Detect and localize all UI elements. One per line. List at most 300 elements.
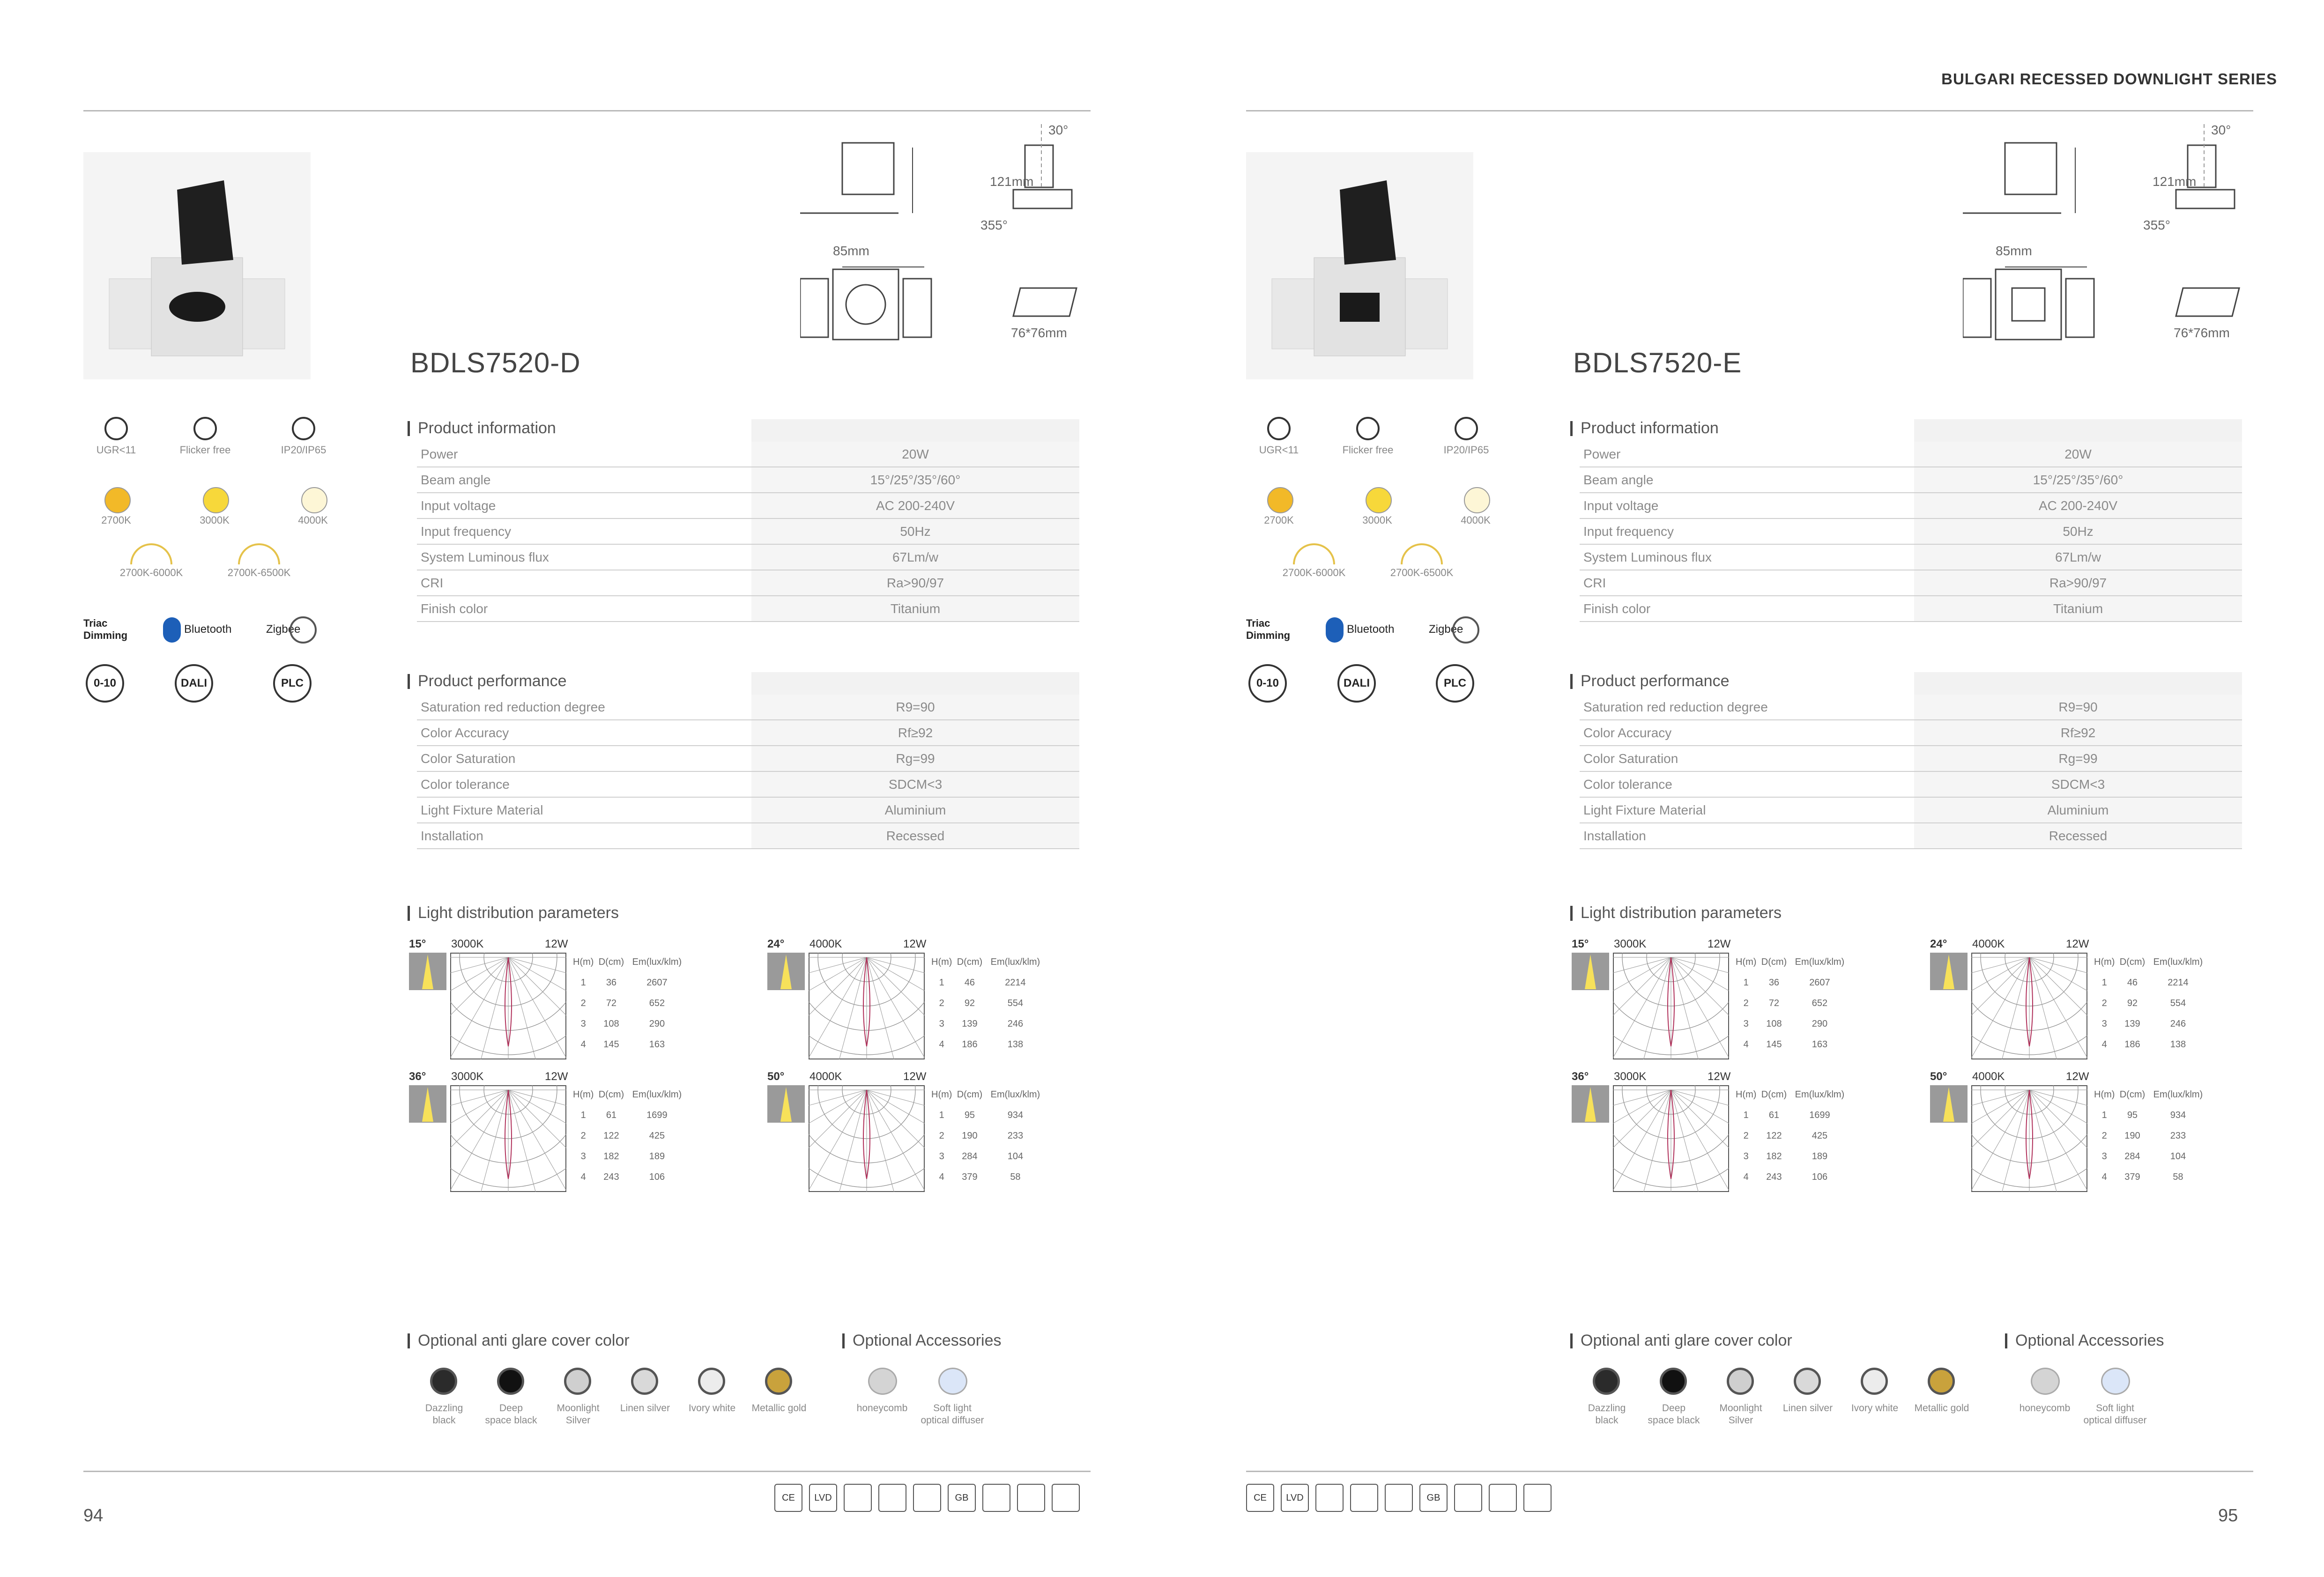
illuminance-header: Em(lux/klm) (1795, 1089, 1845, 1100)
illuminance-cell: 233 (1007, 1130, 1024, 1141)
illuminance-header: D(cm) (2119, 956, 2146, 967)
anti-glare-label-4: Ivory white (688, 1403, 736, 1414)
illuminance-cell: 104 (2170, 1151, 2186, 1162)
table-row (1736, 1146, 1848, 1167)
table-row (573, 1125, 685, 1146)
anti-glare-label-5: Metallic gold (751, 1403, 807, 1414)
bluetooth-label: Bluetooth (1347, 623, 1395, 636)
anti-glare-label-3: Linen silver (620, 1403, 670, 1414)
bluetooth-label: Bluetooth (184, 623, 232, 636)
illuminance-cell: 425 (649, 1130, 665, 1141)
table-row (1736, 1167, 1848, 1187)
illuminance-header: H(m) (2094, 956, 2115, 967)
anti-glare-swatch-0 (430, 1368, 457, 1395)
spec-value: R9=90 (1914, 695, 2242, 720)
illuminance-cell: 108 (1766, 1018, 1782, 1029)
illuminance-header: H(m) (2094, 1089, 2115, 1100)
table-row (1580, 746, 2242, 771)
illuminance-cell: 934 (2170, 1110, 2186, 1120)
model-name: BDLS7520-D (410, 347, 581, 378)
illuminance-cell: 61 (606, 1110, 617, 1120)
beam-block-0 (409, 938, 746, 1064)
beam-power-label: 12W (2066, 938, 2089, 950)
illuminance-cell: 243 (1766, 1171, 1782, 1182)
table-row (417, 695, 1079, 720)
dimension-drawings (1963, 119, 2253, 344)
tunable-label-0: 2700K-6000K (119, 567, 183, 578)
table-row (417, 493, 1079, 518)
illuminance-table (931, 1084, 1043, 1187)
illuminance-header: Em(lux/klm) (1795, 956, 1845, 967)
spec-value: Ra>90/97 (751, 570, 1079, 596)
illuminance-cell: 1 (580, 1110, 586, 1120)
anti-glare-label-2: Moonlight Silver (1719, 1403, 1762, 1426)
model-name: BDLS7520-E (1573, 347, 1742, 378)
illuminance-header: D(cm) (1761, 956, 1787, 967)
polar-diagram (1613, 953, 1729, 1059)
dim-width-label: 85mm (833, 244, 869, 258)
cct-dot-2 (1464, 487, 1490, 513)
table-row (2094, 993, 2206, 1014)
certification-icon-3 (878, 1484, 906, 1512)
table-row (1580, 544, 2242, 570)
polar-curve (1613, 1085, 1729, 1192)
spec-key: System Luminous flux (1580, 544, 1914, 570)
spec-key: Beam angle (417, 467, 751, 493)
illuminance-cell: 46 (2127, 977, 2138, 988)
illuminance-cell: 186 (962, 1039, 978, 1050)
table-row (1580, 570, 2242, 596)
beam-angle-label: 15° (409, 938, 426, 950)
illuminance-cell: 934 (1007, 1110, 1024, 1120)
table-row (417, 596, 1079, 622)
spec-value: Rg=99 (1914, 746, 2242, 771)
illuminance-cell: 1 (1743, 1110, 1749, 1120)
plc-icon: PLC (273, 664, 312, 703)
certification-icon-2 (1315, 1484, 1344, 1512)
table-row (1580, 771, 2242, 797)
anti-glare-swatch-5 (1928, 1368, 1955, 1395)
spec-key: Finish color (1580, 596, 1914, 622)
beam-cct-label: 4000K (809, 1070, 842, 1083)
ip-rating-icon (1455, 417, 1478, 440)
zigbee-icon (290, 616, 317, 644)
spec-key: Light Fixture Material (1580, 797, 1914, 823)
beam-block-2 (1572, 1070, 1909, 1197)
dali-icon: DALI (175, 664, 213, 703)
polar-curve (809, 953, 925, 1059)
illuminance-header: H(m) (573, 1089, 594, 1100)
illuminance-cell: 2 (1743, 998, 1749, 1008)
table-row (573, 1014, 685, 1034)
table-row (1736, 972, 1848, 993)
beam-power-label: 12W (545, 1070, 568, 1083)
tunable-icon-0 (130, 543, 172, 564)
polar-curve (1971, 953, 2087, 1059)
page-94 (83, 0, 1245, 1577)
illuminance-header: H(m) (573, 956, 594, 967)
illuminance-cell: 138 (2170, 1039, 2186, 1050)
illuminance-cell: 243 (603, 1171, 619, 1182)
illuminance-cell: 1 (939, 977, 944, 988)
product-photo (1246, 152, 1473, 379)
cct-label-1: 3000K (1362, 514, 1392, 526)
light-distribution-title: Light distribution parameters (408, 904, 619, 922)
table-row (1736, 1034, 1848, 1055)
polar-curve (450, 953, 566, 1059)
polar-diagram (450, 953, 566, 1059)
table-row (931, 1125, 1043, 1146)
table-row (573, 1146, 685, 1167)
certification-icon-7 (1017, 1484, 1045, 1512)
illuminance-cell: 104 (1007, 1151, 1024, 1162)
ip-rating-label: IP20/IP65 (1443, 444, 1489, 456)
anti-glare-swatch-5 (765, 1368, 792, 1395)
illuminance-cell: 284 (2124, 1151, 2140, 1162)
cct-dot-0 (1267, 487, 1293, 513)
illuminance-cell: 95 (964, 1110, 975, 1120)
illuminance-cell: 3 (580, 1018, 586, 1029)
illuminance-cell: 138 (1007, 1039, 1024, 1050)
illuminance-cell: 2214 (2168, 977, 2189, 988)
plc-icon: PLC (1436, 664, 1474, 703)
spec-value: Rf≥92 (1914, 720, 2242, 746)
illuminance-header: H(m) (1736, 956, 1757, 967)
spec-value: Recessed (751, 823, 1079, 849)
spec-key: Input frequency (1580, 518, 1914, 544)
illuminance-cell: 1 (939, 1110, 944, 1120)
table-row (2094, 1014, 2206, 1034)
flicker-free-label: Flicker free (179, 444, 231, 456)
illuminance-cell: 3 (580, 1151, 586, 1162)
spec-key: System Luminous flux (417, 544, 751, 570)
table-row (2094, 1034, 2206, 1055)
illuminance-cell: 58 (1010, 1171, 1021, 1182)
illuminance-cell: 2214 (1005, 977, 1026, 988)
illuminance-cell: 554 (2170, 998, 2186, 1008)
illuminance-header: D(cm) (1761, 1089, 1787, 1100)
illuminance-cell: 652 (1812, 998, 1828, 1008)
accessory-label-0: honeycomb (856, 1403, 908, 1414)
beam-thumbnail (409, 1085, 446, 1123)
bottom-divider (1246, 1471, 2253, 1472)
accessory-label-1: Soft light optical diffuser (2083, 1403, 2147, 1426)
flicker-free-icon (1356, 417, 1380, 440)
spec-value: AC 200-240V (1914, 493, 2242, 518)
table-row (2094, 1105, 2206, 1125)
certification-icon-8 (1523, 1484, 1552, 1512)
spec-value: Titanium (1914, 596, 2242, 622)
spec-value: Aluminium (751, 797, 1079, 823)
spec-key: Color Saturation (1580, 746, 1914, 771)
certification-icon-8 (1052, 1484, 1080, 1512)
product-photo (83, 152, 311, 379)
illuminance-cell: 139 (2124, 1018, 2140, 1029)
illuminance-cell: 186 (2124, 1039, 2140, 1050)
polar-diagram (450, 1085, 566, 1192)
series-title: BULGARI RECESSED DOWNLIGHT SERIES (1941, 70, 2277, 88)
table-row (1736, 1125, 1848, 1146)
anti-glare-title: Optional anti glare cover color (1570, 1332, 1792, 1350)
beam-thumbnail (767, 953, 805, 990)
spec-value: Rf≥92 (751, 720, 1079, 746)
illuminance-cell: 425 (1812, 1130, 1828, 1141)
beam-power-label: 12W (1708, 938, 1731, 950)
page-95 (1246, 0, 2324, 1577)
illuminance-cell: 2 (580, 1130, 586, 1141)
cct-label-2: 4000K (298, 514, 328, 526)
polar-diagram (1613, 1085, 1729, 1192)
spec-value: 15°/25°/35°/60° (1914, 467, 2242, 493)
illuminance-cell: 379 (2124, 1171, 2140, 1182)
table-row (1580, 823, 2242, 849)
table-row (417, 720, 1079, 746)
beam-thumbnail (767, 1085, 805, 1123)
illuminance-cell: 2 (939, 998, 944, 1008)
beam-thumbnail (1572, 1085, 1609, 1123)
illuminance-cell: 36 (606, 977, 617, 988)
beam-block-2 (409, 1070, 746, 1197)
spec-value: SDCM<3 (1914, 771, 2242, 797)
spec-key: Input voltage (1580, 493, 1914, 518)
anti-glare-title: Optional anti glare cover color (408, 1332, 630, 1350)
table-row (417, 570, 1079, 596)
illuminance-cell: 3 (939, 1018, 944, 1029)
accessory-icon-0 (868, 1368, 897, 1395)
illuminance-cell: 3 (2101, 1018, 2107, 1029)
dim-cutout-label: 76*76mm (1011, 326, 1067, 340)
illuminance-header: H(m) (931, 956, 952, 967)
table-row (931, 1167, 1043, 1187)
spec-value: Ra>90/97 (1914, 570, 2242, 596)
spec-key: Color Accuracy (1580, 720, 1914, 746)
zero-ten-icon: 0-10 (86, 664, 124, 703)
spec-value: 67Lm/w (751, 544, 1079, 570)
anti-glare-label-4: Ivory white (1851, 1403, 1899, 1414)
beam-cct-label: 3000K (451, 938, 484, 950)
table-row (1736, 993, 1848, 1014)
spec-value: 67Lm/w (1914, 544, 2242, 570)
illuminance-cell: 1 (1743, 977, 1749, 988)
illuminance-table (2094, 952, 2206, 1055)
table-row (2094, 1167, 2206, 1187)
illuminance-cell: 246 (1007, 1018, 1024, 1029)
accessory-label-1: Soft light optical diffuser (921, 1403, 984, 1426)
illuminance-cell: 122 (1766, 1130, 1782, 1141)
spec-key: Color tolerance (417, 771, 751, 797)
table-row (931, 972, 1043, 993)
spec-value: Aluminium (1914, 797, 2242, 823)
table-row (931, 1146, 1043, 1167)
accessory-icon-1 (938, 1368, 967, 1395)
table-row (417, 442, 1079, 467)
beam-power-label: 12W (545, 938, 568, 950)
spec-key: CRI (417, 570, 751, 596)
anti-glare-swatch-1 (1660, 1368, 1687, 1395)
table-row (1736, 1014, 1848, 1034)
polar-diagram (809, 1085, 925, 1192)
illuminance-cell: 106 (649, 1171, 665, 1182)
table-row (1736, 1105, 1848, 1125)
illuminance-cell: 58 (2173, 1171, 2183, 1182)
tunable-icon-0 (1293, 543, 1335, 564)
beam-block-3 (1930, 1070, 2267, 1197)
table-row (573, 1034, 685, 1055)
table-row (417, 797, 1079, 823)
cct-dot-1 (1366, 487, 1392, 513)
triac-dimming-label: Triac Dimming (1246, 617, 1291, 641)
dim-height-label: 121mm (990, 174, 1034, 189)
table-row (417, 823, 1079, 849)
table-row (931, 1034, 1043, 1055)
illuminance-cell: 189 (1812, 1151, 1828, 1162)
illuminance-cell: 72 (606, 998, 617, 1008)
bluetooth-icon (163, 617, 181, 643)
table-row (417, 544, 1079, 570)
illuminance-table (573, 1084, 685, 1187)
accessory-icon-1 (2101, 1368, 2130, 1395)
anti-glare-label-2: Moonlight Silver (557, 1403, 600, 1426)
bluetooth-icon (1326, 617, 1344, 643)
illuminance-table (1736, 1084, 1848, 1187)
spec-value: SDCM<3 (751, 771, 1079, 797)
anti-glare-label-3: Linen silver (1782, 1403, 1833, 1414)
tunable-icon-1 (1401, 543, 1443, 564)
illuminance-cell: 3 (1743, 1018, 1749, 1029)
illuminance-cell: 233 (2170, 1130, 2186, 1141)
illuminance-header: Em(lux/klm) (2153, 956, 2203, 967)
dim-tilt-label: 30° (2211, 123, 2231, 137)
dim-cutout-label: 76*76mm (2174, 326, 2230, 340)
illuminance-cell: 95 (2127, 1110, 2138, 1120)
illuminance-header: D(cm) (957, 1089, 983, 1100)
product-performance-table (1580, 672, 2242, 849)
illuminance-cell: 2607 (646, 977, 668, 988)
ugr-eye-icon (1267, 417, 1291, 440)
dimension-drawings (800, 119, 1091, 344)
anti-glare-swatch-4 (698, 1368, 725, 1395)
table-row (1580, 467, 2242, 493)
illuminance-cell: 290 (649, 1018, 665, 1029)
spec-value: R9=90 (751, 695, 1079, 720)
illuminance-cell: 122 (603, 1130, 619, 1141)
anti-glare-label-1: Deep space black (1648, 1403, 1700, 1426)
illuminance-cell: 284 (962, 1151, 978, 1162)
illuminance-cell: 1 (580, 977, 586, 988)
illuminance-cell: 2 (1743, 1130, 1749, 1141)
spec-key: Beam angle (1580, 467, 1914, 493)
illuminance-cell: 1 (2101, 1110, 2107, 1120)
beam-block-3 (767, 1070, 1105, 1197)
certification-icon-1: LVD (1281, 1484, 1309, 1512)
table-row (2094, 972, 2206, 993)
table-row (2094, 1125, 2206, 1146)
illuminance-table (931, 952, 1043, 1055)
spec-key: Finish color (417, 596, 751, 622)
illuminance-cell: 139 (962, 1018, 978, 1029)
beam-cct-label: 3000K (451, 1070, 484, 1083)
illuminance-table (1736, 952, 1848, 1055)
spec-key: Color Accuracy (417, 720, 751, 746)
anti-glare-swatch-1 (497, 1368, 524, 1395)
illuminance-cell: 2 (580, 998, 586, 1008)
table-row (1580, 518, 2242, 544)
bottom-divider (83, 1471, 1091, 1472)
table-row (417, 467, 1079, 493)
cct-label-0: 2700K (1264, 514, 1294, 526)
illuminance-cell: 2 (2101, 998, 2107, 1008)
dim-rotate-label: 355° (980, 218, 1008, 232)
beam-block-1 (767, 938, 1105, 1064)
illuminance-cell: 106 (1812, 1171, 1828, 1182)
illuminance-cell: 554 (1007, 998, 1024, 1008)
spec-key: Installation (417, 823, 751, 849)
spec-value: 50Hz (1914, 518, 2242, 544)
tunable-icon-1 (238, 543, 280, 564)
certification-icon-6 (982, 1484, 1010, 1512)
illuminance-cell: 46 (964, 977, 975, 988)
polar-curve (450, 1085, 566, 1192)
product-performance-title: Product performance (408, 672, 567, 690)
table-row (573, 1105, 685, 1125)
flicker-free-label: Flicker free (1342, 444, 1394, 456)
beam-thumbnail (1930, 953, 1968, 990)
beam-cct-label: 4000K (1972, 938, 2005, 950)
beam-cct-label: 3000K (1614, 938, 1647, 950)
beam-thumbnail (1572, 953, 1609, 990)
illuminance-cell: 72 (1768, 998, 1780, 1008)
product-information-title: Product information (1570, 419, 1719, 437)
illuminance-cell: 92 (2127, 998, 2138, 1008)
beam-block-0 (1572, 938, 1909, 1064)
light-distribution-title: Light distribution parameters (1570, 904, 1782, 922)
ugr-eye-label: UGR<11 (1259, 444, 1299, 456)
illuminance-cell: 2 (939, 1130, 944, 1141)
illuminance-cell: 145 (1766, 1039, 1782, 1050)
certification-icon-7 (1489, 1484, 1517, 1512)
illuminance-cell: 4 (2101, 1171, 2107, 1182)
illuminance-header: Em(lux/klm) (2153, 1089, 2203, 1100)
spec-key: Installation (1580, 823, 1914, 849)
beam-power-label: 12W (2066, 1070, 2089, 1083)
illuminance-cell: 189 (649, 1151, 665, 1162)
ip-rating-icon (292, 417, 315, 440)
table-row (2094, 1146, 2206, 1167)
zero-ten-icon: 0-10 (1248, 664, 1287, 703)
illuminance-cell: 4 (580, 1171, 586, 1182)
illuminance-cell: 182 (603, 1151, 619, 1162)
zigbee-label: Zigbee (266, 623, 301, 636)
dali-icon: DALI (1337, 664, 1376, 703)
table-row (573, 1167, 685, 1187)
anti-glare-swatch-2 (1727, 1368, 1754, 1395)
anti-glare-swatch-4 (1861, 1368, 1888, 1395)
illuminance-table (573, 952, 685, 1055)
illuminance-cell: 1699 (646, 1110, 668, 1120)
spec-key: Saturation red reduction degree (1580, 695, 1914, 720)
zigbee-icon (1452, 616, 1479, 644)
certification-icon-0: CE (1246, 1484, 1274, 1512)
table-row (1580, 695, 2242, 720)
cct-label-2: 4000K (1461, 514, 1491, 526)
cct-dot-1 (203, 487, 229, 513)
polar-diagram (809, 953, 925, 1059)
illuminance-header: D(cm) (598, 1089, 624, 1100)
spec-key: CRI (1580, 570, 1914, 596)
illuminance-cell: 2 (2101, 1130, 2107, 1141)
illuminance-header: Em(lux/klm) (632, 1089, 682, 1100)
ip-rating-label: IP20/IP65 (281, 444, 327, 456)
